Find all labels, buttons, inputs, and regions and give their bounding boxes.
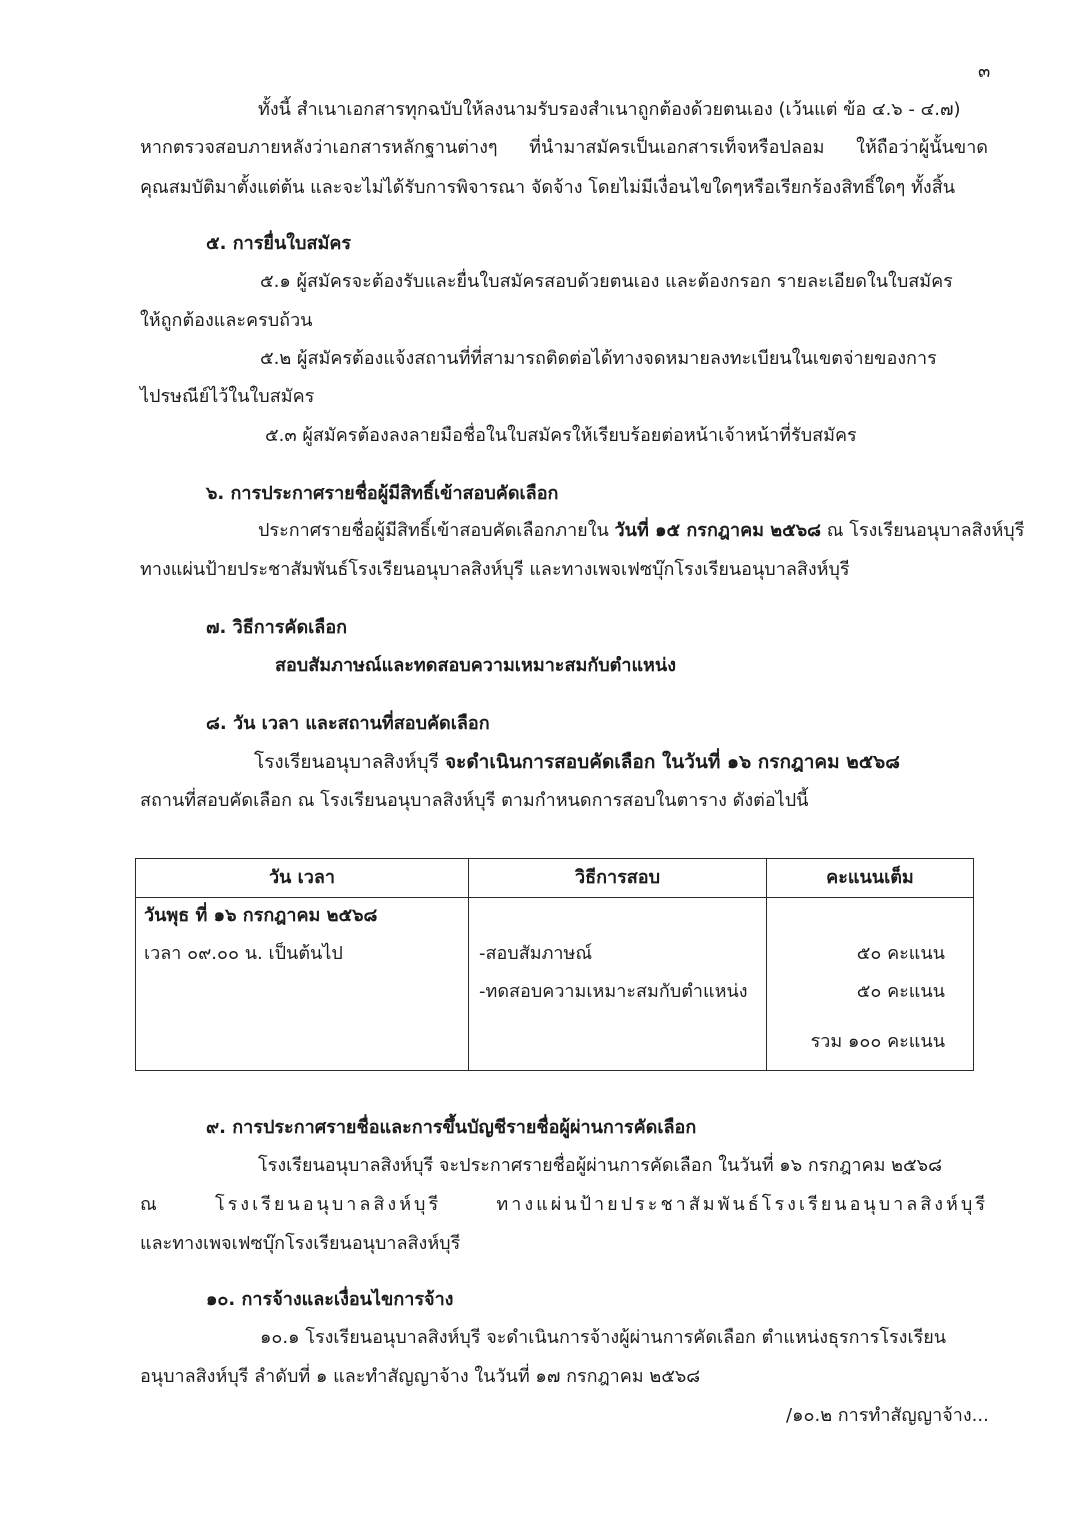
- section-9-line-3: และทางเพจเฟซบุ๊กโรงเรียนอนุบาลสิงห์บุรี: [140, 1233, 461, 1254]
- section-8-text-a: โรงเรียนอนุบาลสิงห์บุรี: [254, 751, 445, 773]
- section-8-schedule: จะดำเนินการสอบคัดเลือก ในวันที่ ๑๖ กรกฎาคม ๒๕๖๘: [444, 751, 900, 773]
- section-10-line-1: ๑๐.๑ โรงเรียนอนุบาลสิงห์บุรี จะดำเนินการจ้างผู้ผ่านการคัดเลือก ตำแหน่งธุรการโรงเรียน: [260, 1327, 947, 1348]
- section-6-line-1: [258, 517, 1024, 545]
- section-5-heading: ๕. การยื่นใบสมัคร: [206, 233, 352, 254]
- cell-method: [469, 898, 767, 1071]
- section-9-line-2: ณ โรงเรียนอนุบาลสิงห์บุรี ทางแผ่นป้ายประชาสัมพันธ์โรงเรียนอนุบาลสิงห์บุรี: [140, 1194, 988, 1215]
- intro-line-3: คุณสมบัติมาตั้งแต่ต้น และจะไม่ได้รับการพิจารณา จัดจ้าง โดยไม่มีเงื่อนไขใดๆหรือเรียกร้องสิทธิ์ใดๆ ทั้งสิ้น: [140, 177, 956, 198]
- section-10-line-2: อนุบาลสิงห์บุรี ลำดับที่ ๑ และทำสัญญาจ้าง ในวันที่ ๑๗ กรกฎาคม ๒๕๖๘: [140, 1366, 701, 1387]
- method-suitability-test: -ทดสอบความเหมาะสมกับตำแหน่ง: [479, 981, 748, 1002]
- cell-date-time: [136, 898, 469, 1071]
- section-7-body: สอบสัมภาษณ์และทดสอบความเหมาะสมกับตำแหน่ง: [275, 655, 677, 676]
- section-5-3: ๕.๓ ผู้สมัครต้องลงลายมือชื่อในใบสมัครให้เรียบร้อยต่อหน้าเจ้าหน้าที่รับสมัคร: [265, 425, 857, 446]
- score-suitability-test: ๕๐ คะแนน: [856, 981, 945, 1002]
- method-interview: -สอบสัมภาษณ์: [479, 943, 593, 964]
- section-8-heading: ๘. วัน เวลา และสถานที่สอบคัดเลือก: [206, 713, 490, 734]
- intro-line-2: หากตรวจสอบภายหลังว่าเอกสารหลักฐานต่างๆ ที่นำมาสมัครเป็นเอกสารเท็จหรือปลอม ให้ถือว่าผู้นั้นขาด: [140, 137, 988, 158]
- section-6-date: วันที่ ๑๕ กรกฎาคม ๒๕๖๘: [614, 520, 822, 541]
- header-method: วิธีการสอบ: [469, 859, 767, 898]
- section-6-text-b: ณ โรงเรียนอนุบาลสิงห์บุรี: [821, 520, 1025, 541]
- cell-score: [767, 898, 974, 1071]
- section-8-line-2: สถานที่สอบคัดเลือก ณ โรงเรียนอนุบาลสิงห์บุรี ตามกำหนดการสอบในตาราง ดังต่อไปนี้: [140, 790, 809, 811]
- section-7-heading: ๗. วิธีการคัดเลือก: [206, 617, 348, 638]
- section-10-heading: ๑๐. การจ้างและเงื่อนไขการจ้าง: [206, 1289, 454, 1310]
- table-row: [136, 898, 974, 1071]
- intro-line-1: ทั้งนี้ สำเนาเอกสารทุกฉบับให้ลงนามรับรองสำเนาถูกต้องด้วยตนเอง (เว้นแต่ ข้อ ๔.๖ - ๔.๗): [258, 99, 961, 120]
- section-6-line-2: ทางแผ่นป้ายประชาสัมพันธ์โรงเรียนอนุบาลสิงห์บุรี และทางเพจเฟซบุ๊กโรงเรียนอนุบาลสิงห์บุรี: [140, 559, 850, 580]
- exam-schedule-table: [135, 858, 974, 1071]
- section-5-1-line-1: ๕.๑ ผู้สมัครจะต้องรับและยื่นใบสมัครสอบด้วยตนเอง และต้องกรอก รายละเอียดในใบสมัคร: [260, 271, 953, 292]
- section-8-line-1: [254, 748, 900, 776]
- header-date-time: วัน เวลา: [136, 859, 469, 898]
- section-5-2-line-2: ไปรษณีย์ไว้ในใบสมัคร: [140, 386, 315, 407]
- section-5-2-line-1: ๕.๒ ผู้สมัครต้องแจ้งสถานที่ที่สามารถติดต่อได้ทางจดหมายลงทะเบียนในเขตจ่ายของการ: [260, 348, 937, 369]
- table-header-row: [136, 859, 974, 898]
- continuation-marker: /๑๐.๒ การทำสัญญาจ้าง...: [786, 1405, 989, 1426]
- score-interview: ๕๐ คะแนน: [856, 943, 945, 964]
- section-9-line-1: โรงเรียนอนุบาลสิงห์บุรี จะประกาศรายชื่อผู้ผ่านการคัดเลือก ในวันที่ ๑๖ กรกฎาคม ๒๕๖๘: [258, 1155, 942, 1176]
- section-5-1-line-2: ให้ถูกต้องและครบถ้วน: [140, 310, 313, 331]
- score-total: รวม ๑๐๐ คะแนน: [810, 1031, 945, 1052]
- exam-time: เวลา ๐๙.๐๐ น. เป็นต้นไป: [144, 943, 343, 964]
- section-6-heading: ๖. การประกาศรายชื่อผู้มีสิทธิ์เข้าสอบคัดเลือก: [206, 483, 559, 504]
- section-9-heading: ๙. การประกาศรายชื่อและการขึ้นบัญชีรายชื่อผู้ผ่านการคัดเลือก: [206, 1117, 697, 1138]
- exam-date: วันพุธ ที่ ๑๖ กรกฎาคม ๒๕๖๘: [144, 905, 378, 926]
- section-6-text-a: ประกาศรายชื่อผู้มีสิทธิ์เข้าสอบคัดเลือกภายใน: [258, 520, 615, 541]
- page-number: ๓: [978, 61, 991, 82]
- header-full-score: คะแนนเต็ม: [767, 859, 974, 898]
